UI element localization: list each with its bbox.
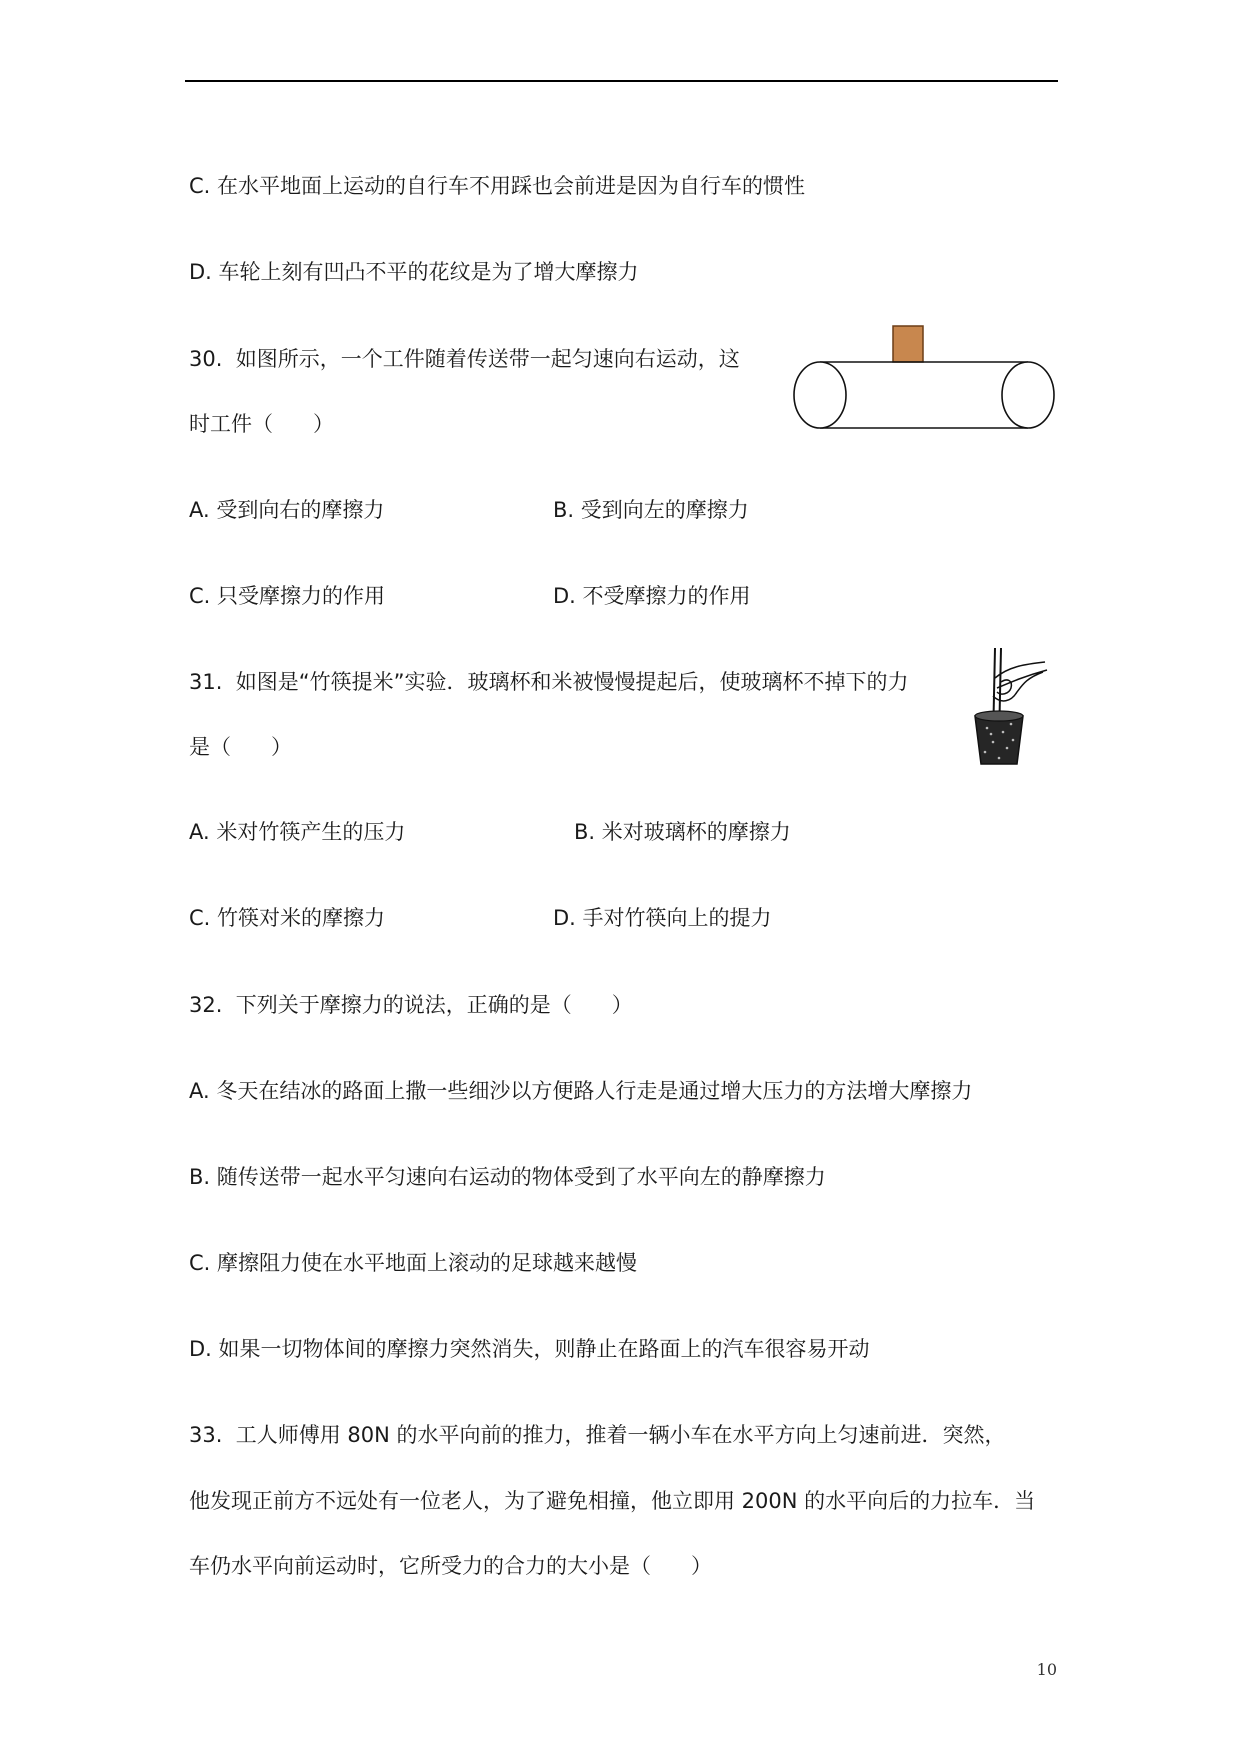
- q32-option-a: A. 冬天在结冰的路面上撒一些细沙以方便路人行走是通过增大压力的方法增大摩擦力: [189, 1079, 973, 1103]
- q30-option-d: D. 不受摩擦力的作用: [553, 584, 751, 608]
- q29-option-d: D. 车轮上刻有凹凸不平的花纹是为了增大摩擦力: [189, 260, 639, 284]
- q31-option-d: D. 手对竹筷向上的提力: [553, 906, 772, 930]
- q30-option-c: C. 只受摩擦力的作用: [189, 584, 386, 608]
- q31-stem-continued: 是（ ）: [189, 735, 293, 759]
- q30-option-a: A. 受到向右的摩擦力: [189, 498, 385, 522]
- q30-stem-continued: 时工件（ ）: [189, 412, 335, 436]
- q32-option-b: B. 随传送带一起水平匀速向右运动的物体受到了水平向左的静摩擦力: [189, 1165, 826, 1189]
- q30-stem: 30. 如图所示，一个工件随着传送带一起匀速向右运动，这: [189, 347, 740, 371]
- q29-option-c: C. 在水平地面上运动的自行车不用踩也会前进是因为自行车的惯性: [189, 174, 806, 198]
- q33-stem-line-2: 他发现正前方不远处有一位老人，为了避免相撞，他立即用 200N 的水平向后的力拉车．当: [189, 1489, 1036, 1513]
- chopstick-rice-figure: [965, 644, 1055, 770]
- q33-stem-line-3: 车仍水平向前运动时，它所受力的合力的大小是（ ）: [189, 1554, 713, 1578]
- q30-option-b: B. 受到向左的摩擦力: [553, 498, 749, 522]
- q31-option-c: C. 竹筷对米的摩擦力: [189, 906, 386, 930]
- q31-option-a: A. 米对竹筷产生的压力: [189, 820, 406, 844]
- q32-stem: 32. 下列关于摩擦力的说法，正确的是（ ）: [189, 993, 633, 1017]
- q31-option-b: B. 米对玻璃杯的摩擦力: [574, 820, 791, 844]
- q33-stem-line-1: 33. 工人师傅用 80N 的水平向前的推力，推着一辆小车在水平方向上匀速前进．突然，: [189, 1423, 1006, 1447]
- page-number: 10: [1036, 1660, 1057, 1679]
- header-rule: [185, 80, 1058, 82]
- q32-option-d: D. 如果一切物体间的摩擦力突然消失，则静止在路面上的汽车很容易开动: [189, 1337, 870, 1361]
- q31-stem: 31. 如图是“竹筷提米”实验．玻璃杯和米被慢慢提起后，使玻璃杯不掉下的力: [189, 670, 909, 694]
- conveyor-belt-figure: [790, 322, 1058, 434]
- q32-option-c: C. 摩擦阻力使在水平地面上滚动的足球越来越慢: [189, 1251, 638, 1275]
- right-roller: [1002, 362, 1054, 428]
- workpiece-block: [893, 326, 923, 362]
- left-roller: [794, 362, 846, 428]
